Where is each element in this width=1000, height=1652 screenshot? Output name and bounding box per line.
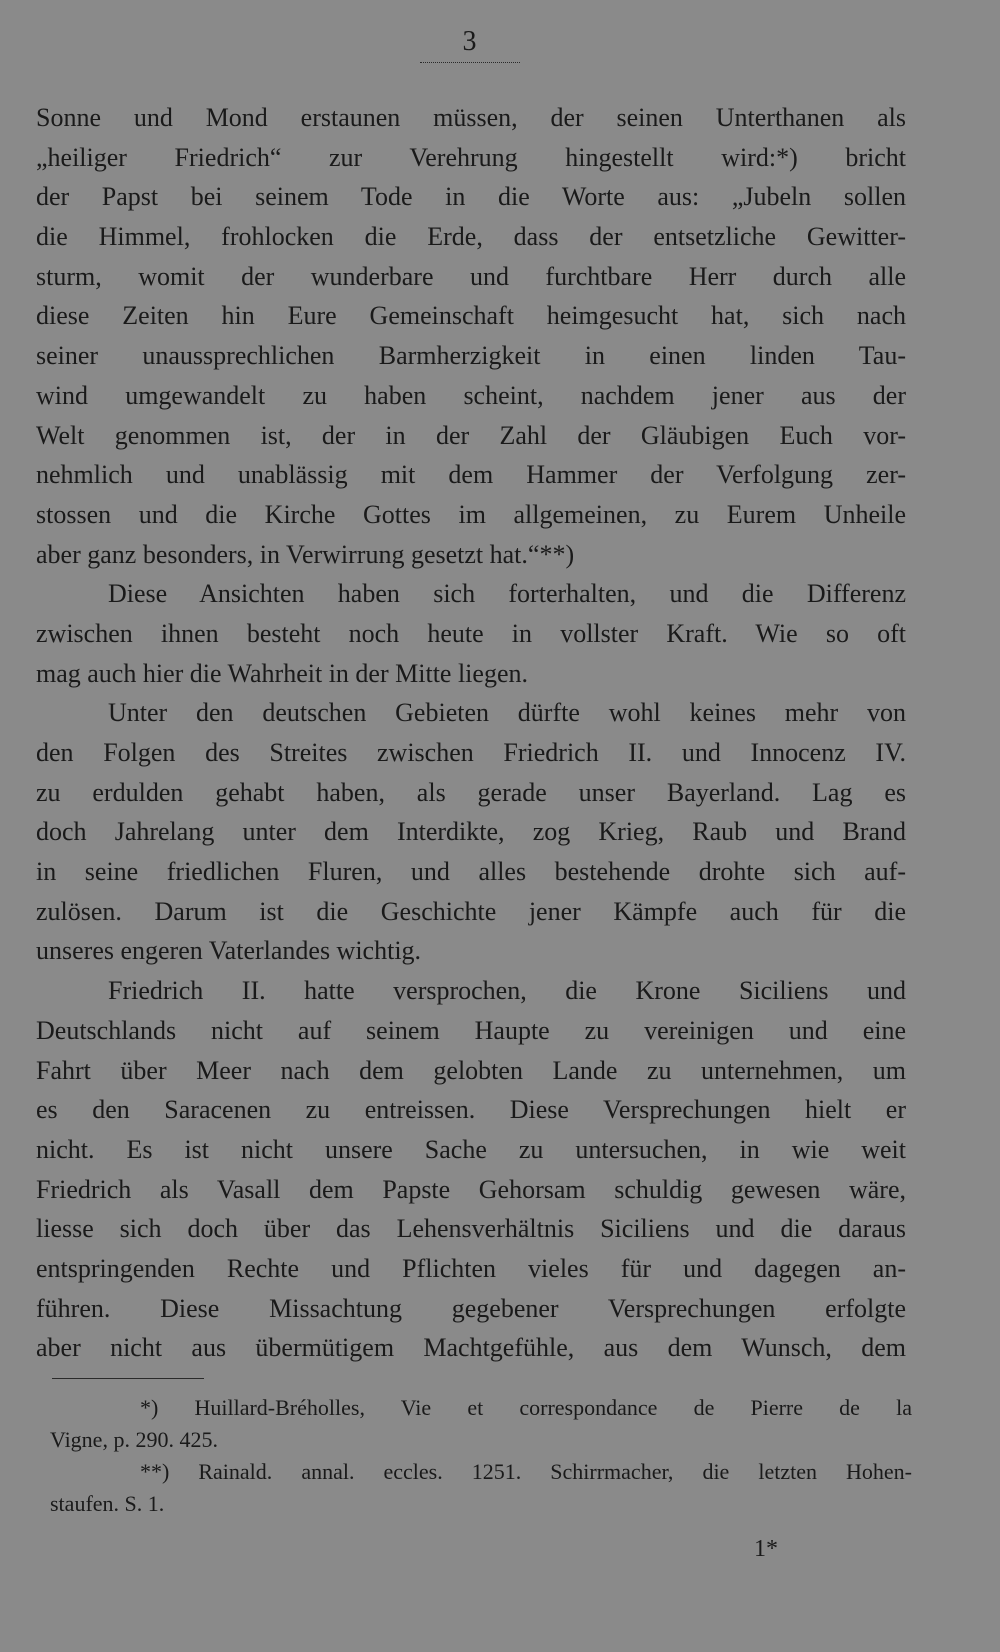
text-line: zu erdulden gehabt haben, als gerade unser Bayerland. Lag es bbox=[36, 777, 906, 807]
text-line: es den Saracenen zu entreissen. Diese Versprechungen hielt er bbox=[36, 1095, 906, 1125]
text-line: den Folgen des Streites zwischen Friedrich II. und Innocenz IV. bbox=[36, 738, 906, 767]
text-line: Fahrt über Meer nach dem gelobten Lande zu unternehmen, um bbox=[36, 1055, 906, 1085]
body-text bbox=[36, 98, 906, 1368]
text-line: entspringenden Rechte und Pflichten vieles für und dagegen an- bbox=[36, 1253, 906, 1283]
text-line: Sonne und Mond erstaunen müssen, der seinen Unterthanen als bbox=[36, 103, 906, 132]
text-line: sturm, womit der wunderbare und furchtbare Herr durch alle bbox=[36, 261, 906, 291]
text-line: Deutschlands nicht auf seinem Haupte zu vereinigen und eine bbox=[36, 1015, 906, 1045]
footnote-line: Vigne, p. 290. 425. bbox=[50, 1427, 218, 1452]
text-line: doch Jahrelang unter dem Interdikte, zog Krieg, Raub und Brand bbox=[36, 817, 906, 847]
text-line: „heiliger Friedrich“ zur Verehrung hingestellt wird:*) bricht bbox=[36, 142, 906, 172]
text-line: wind umgewandelt zu haben scheint, nachdem jener aus der bbox=[36, 380, 906, 410]
text-line: die Himmel, frohlocken die Erde, dass der entsetzliche Gewitter- bbox=[36, 222, 906, 252]
header-rule bbox=[420, 62, 520, 63]
text-line: in seine friedlichen Fluren, und alles bestehende drohte sich auf- bbox=[36, 857, 906, 887]
text-line: aber ganz besonders, in Verwirrung gesetzt hat.“**) bbox=[36, 539, 575, 569]
footnote-line: *) Huillard-Bréholles, Vie et correspondance de Pierre de la bbox=[140, 1395, 912, 1420]
footnote-line: staufen. S. 1. bbox=[50, 1491, 165, 1516]
text-line: nehmlich und unablässig mit dem Hammer der Verfolgung zer- bbox=[36, 460, 906, 490]
text-line: Welt genommen ist, der in der Zahl der Gläubigen Euch vor- bbox=[36, 420, 906, 450]
text-line: mag auch hier die Wahrheit in der Mitte liegen. bbox=[36, 658, 528, 688]
text-line: der Papst bei seinem Tode in die Worte aus: „Jubeln sollen bbox=[36, 182, 906, 212]
text-line: unseres engeren Vaterlandes wichtig. bbox=[36, 936, 422, 966]
text-line: führen. Diese Missachtung gegebener Versprechungen erfolgte bbox=[36, 1293, 906, 1323]
text-line: zwischen ihnen besteht noch heute in vollster Kraft. Wie so oft bbox=[36, 618, 906, 648]
footnote-rule bbox=[52, 1378, 204, 1379]
text-line: zulösen. Darum ist die Geschichte jener Kämpfe auch für die bbox=[36, 896, 906, 926]
text-line: stossen und die Kirche Gottes im allgemeinen, zu Eurem Unheile bbox=[36, 499, 906, 529]
text-line: Unter den deutschen Gebieten dürfte wohl keines mehr von bbox=[108, 698, 906, 728]
text-line: Friedrich als Vasall dem Papste Gehorsam schuldig gewesen wäre, bbox=[36, 1174, 906, 1204]
text-line: nicht. Es ist nicht unsere Sache zu untersuchen, in wie weit bbox=[36, 1134, 906, 1164]
page-number: 3 bbox=[462, 26, 478, 57]
text-line: seiner unaussprechlichen Barmherzigkeit in einen linden Tau- bbox=[36, 341, 906, 371]
signature-mark: 1* bbox=[754, 1536, 778, 1562]
footnotes bbox=[50, 1392, 912, 1520]
text-line: Friedrich II. hatte versprochen, die Krone Siciliens und bbox=[108, 976, 906, 1006]
text-line: diese Zeiten hin Eure Gemeinschaft heimgesucht hat, sich nach bbox=[36, 301, 906, 331]
text-line: Diese Ansichten haben sich forterhalten, und die Differenz bbox=[108, 579, 906, 609]
text-line: aber nicht aus übermütigem Machtgefühle, aus dem Wunsch, dem bbox=[36, 1333, 906, 1363]
text-line: liesse sich doch über das Lehensverhältnis Siciliens und die daraus bbox=[36, 1214, 906, 1244]
footnote-line: **) Rainald. annal. eccles. 1251. Schirrmacher, die letzten Hohen- bbox=[140, 1459, 912, 1484]
